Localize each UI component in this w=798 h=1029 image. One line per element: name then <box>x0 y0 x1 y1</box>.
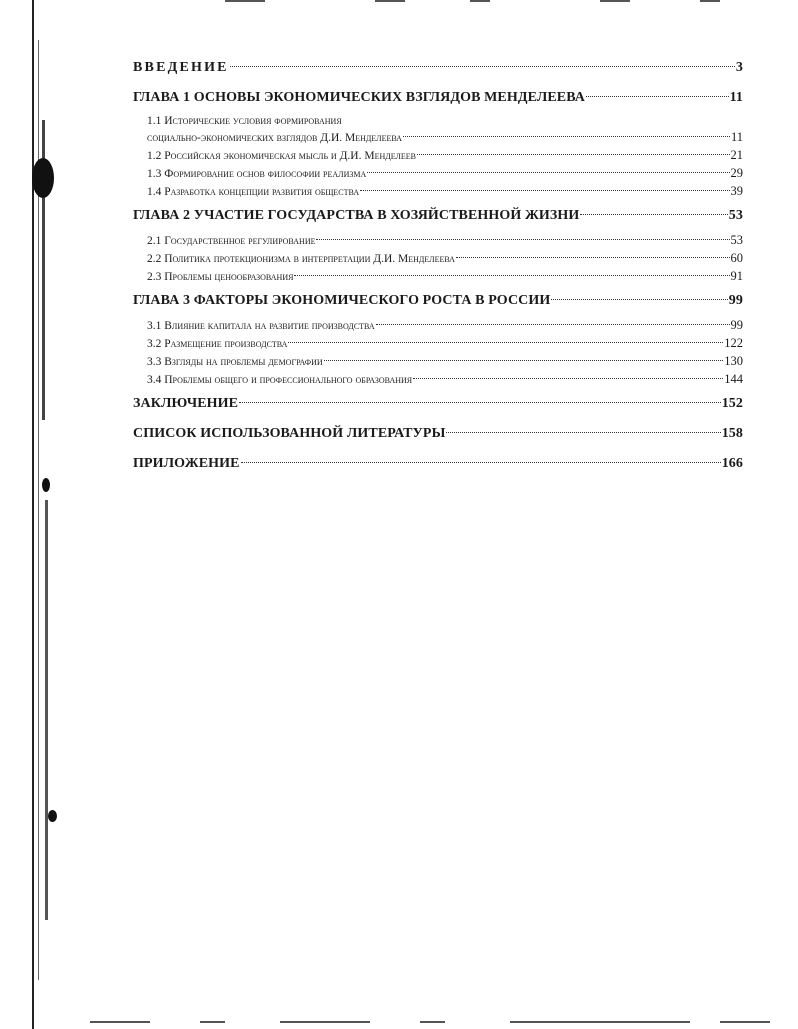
leader-dots <box>316 239 729 240</box>
toc-references-page: 158 <box>721 426 743 441</box>
leader-dots <box>417 154 729 155</box>
leader-dots <box>551 299 727 300</box>
toc-section-title: 1.2 Российская экономическая мысль и Д.И. Менделеев <box>147 150 417 162</box>
toc-conclusion-page: 152 <box>721 396 743 411</box>
leader-dots <box>288 342 723 343</box>
toc-section-title: 2.1 Государственное регулирование <box>147 235 316 247</box>
toc-section-page: 11 <box>730 130 743 144</box>
toc-section-page: 21 <box>730 148 743 162</box>
toc-section-page: 122 <box>724 336 743 350</box>
toc-conclusion-title: ЗАКЛЮЧЕНИЕ <box>133 396 239 411</box>
toc-entry-conclusion[interactable] <box>133 396 743 412</box>
leader-dots <box>580 214 727 215</box>
toc-chapter-page: 11 <box>729 90 743 105</box>
toc-chapter-title: ГЛАВА 3 ФАКТОРЫ ЭКОНОМИЧЕСКОГО РОСТА В РОССИИ <box>133 293 551 308</box>
toc-section-title: социально-экономических взглядов Д.И. Менделеева <box>147 132 402 144</box>
toc-section-title: 3.2 Размещение производства <box>147 338 288 350</box>
toc-entry-references[interactable] <box>133 426 743 442</box>
leader-dots <box>456 257 730 258</box>
scan-edge-artifact <box>28 0 58 1029</box>
toc-intro-page: 3 <box>735 60 743 75</box>
top-scan-noise <box>0 0 798 8</box>
toc-entry-appendix[interactable] <box>133 456 743 472</box>
leader-dots <box>230 66 735 67</box>
leader-dots <box>376 324 730 325</box>
leader-dots <box>446 432 720 433</box>
toc-entry-section-3-2[interactable] <box>147 336 743 351</box>
toc-entry-chapter-1[interactable] <box>133 90 743 106</box>
toc-entry-intro[interactable] <box>133 60 743 76</box>
toc-entry-section-2-3[interactable] <box>147 269 743 284</box>
leader-dots <box>294 275 729 276</box>
toc-entry-section-1-1[interactable] <box>147 130 743 145</box>
toc-section-page: 53 <box>730 233 743 247</box>
toc-entry-section-3-3[interactable] <box>147 354 743 369</box>
toc-section-title: 3.1 Влияние капитала на развитие производства <box>147 320 375 332</box>
toc-section-page: 60 <box>730 251 743 265</box>
toc-section-page: 144 <box>724 372 743 386</box>
toc-section-title: 3.3 Взгляды на проблемы демографии <box>147 356 323 368</box>
leader-dots <box>360 190 729 191</box>
toc-section-1-1-line1[interactable]: 1.1 Исторические условия формирования <box>147 115 342 127</box>
toc-appendix-title: ПРИЛОЖЕНИЕ <box>133 456 240 471</box>
toc-entry-section-1-3[interactable] <box>147 166 743 181</box>
toc-appendix-page: 166 <box>721 456 743 471</box>
toc-section-page: 99 <box>730 318 743 332</box>
table-of-contents <box>133 60 743 472</box>
toc-entry-section-3-1[interactable] <box>147 318 743 333</box>
toc-chapter-page: 53 <box>728 208 743 223</box>
leader-dots <box>413 378 723 379</box>
toc-chapter-title: ГЛАВА 2 УЧАСТИЕ ГОСУДАРСТВА В ХОЗЯЙСТВЕННОЙ ЖИЗНИ <box>133 208 580 223</box>
toc-section-page: 91 <box>730 269 743 283</box>
toc-section-title: 1.4 Разработка концепции развития общества <box>147 186 360 198</box>
toc-entry-section-1-2[interactable] <box>147 148 743 163</box>
leader-dots <box>367 172 729 173</box>
toc-section-title: 3.4 Проблемы общего и профессионального образования <box>147 374 413 386</box>
toc-section-page: 39 <box>730 184 743 198</box>
leader-dots <box>586 96 729 97</box>
toc-chapter-page: 99 <box>728 293 743 308</box>
toc-section-page: 130 <box>724 354 743 368</box>
toc-entry-section-2-1[interactable] <box>147 233 743 248</box>
toc-intro-title: ВВЕДЕНИЕ <box>133 60 229 75</box>
toc-references-title: СПИСОК ИСПОЛЬЗОВАННОЙ ЛИТЕРАТУРЫ <box>133 426 446 441</box>
toc-entry-section-3-4[interactable] <box>147 372 743 387</box>
toc-section-page: 29 <box>730 166 743 180</box>
toc-entry-section-1-4[interactable] <box>147 184 743 199</box>
bottom-scan-noise <box>0 1021 798 1029</box>
leader-dots <box>241 462 721 463</box>
leader-dots <box>324 360 724 361</box>
toc-section-title: 2.2 Политика протекционизма в интерпретации Д.И. Менделеева <box>147 253 455 265</box>
toc-chapter-title: ГЛАВА 1 ОСНОВЫ ЭКОНОМИЧЕСКИХ ВЗГЛЯДОВ МЕНДЕЛЕЕВА <box>133 90 586 105</box>
leader-dots <box>239 402 721 403</box>
toc-entry-chapter-2[interactable] <box>133 208 743 224</box>
leader-dots <box>403 136 730 137</box>
toc-section-title: 1.3 Формирование основ философии реализма <box>147 168 367 180</box>
toc-section-title: 2.3 Проблемы ценообразования <box>147 271 294 283</box>
toc-entry-chapter-3[interactable] <box>133 293 743 309</box>
toc-entry-section-2-2[interactable] <box>147 251 743 266</box>
